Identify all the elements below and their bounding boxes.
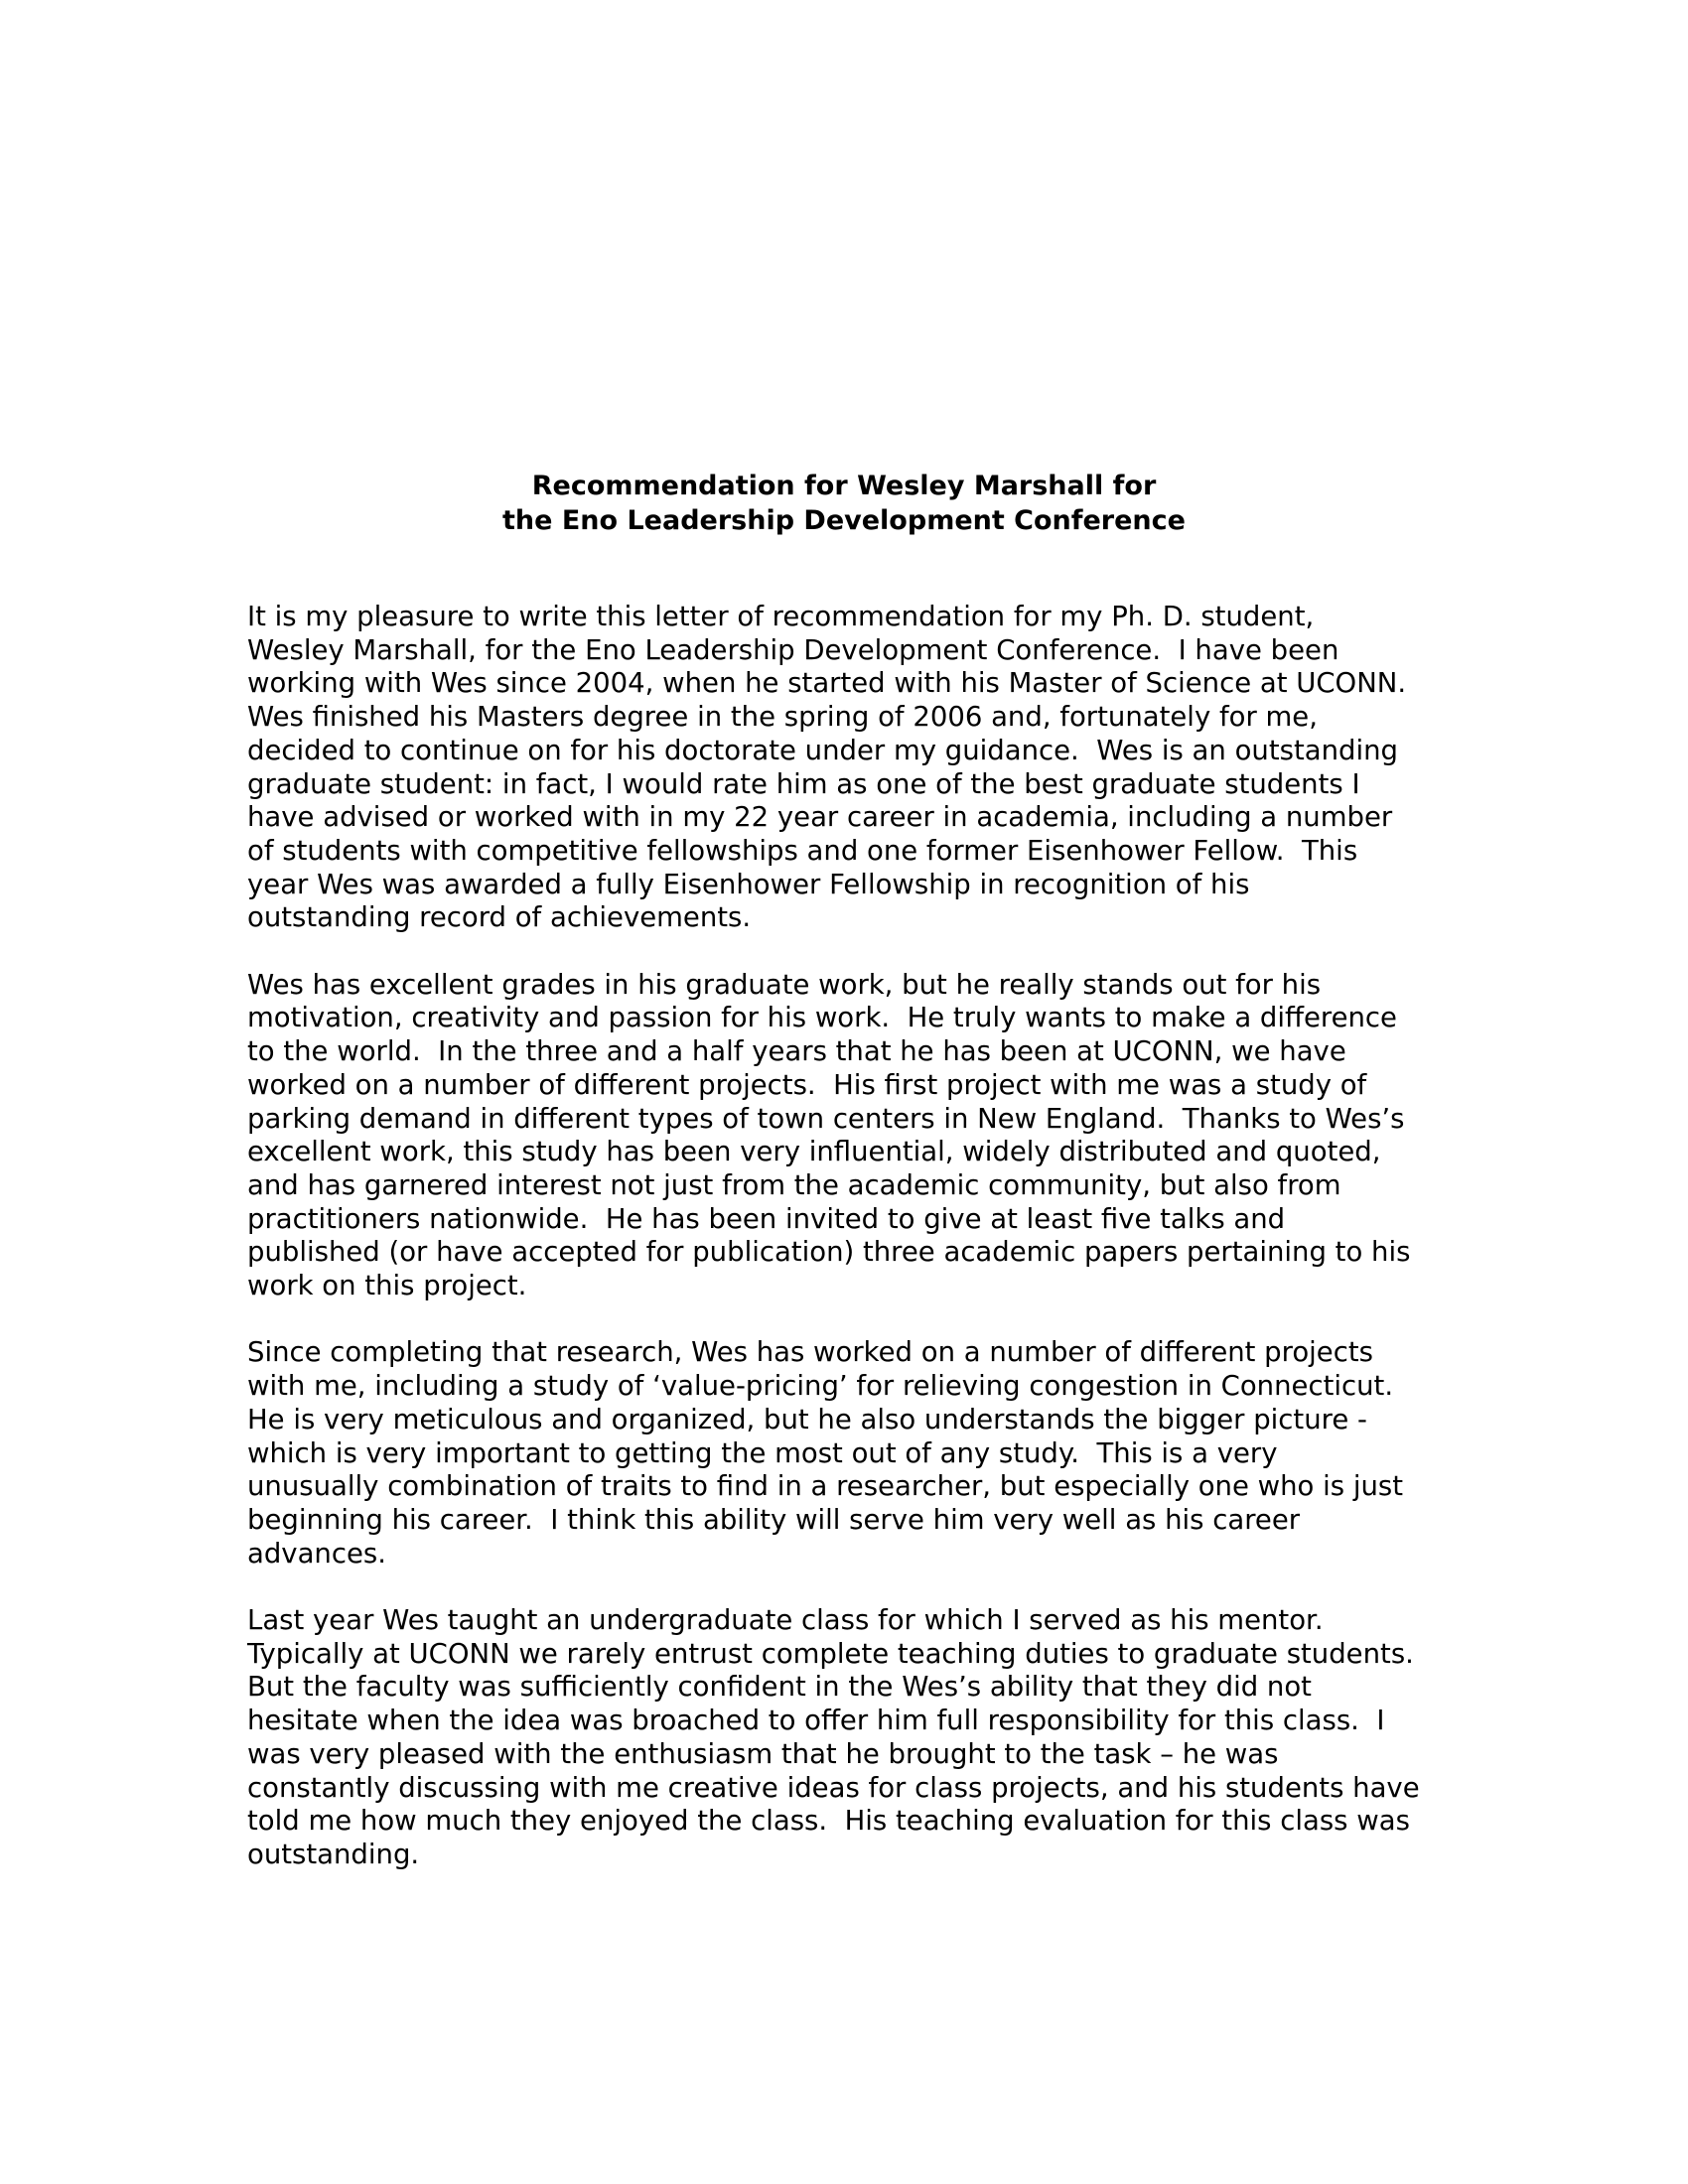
text-line: Typically at UCONN we rarely entrust complete teaching duties to graduate students.	[247, 1637, 1414, 1670]
text-line: and has garnered interest not just from the academic community, but also from	[247, 1168, 1341, 1201]
text-line: to the world. In the three and a half years that he has been at UCONN, we have	[247, 1035, 1346, 1068]
text-line: practitioners nationwide. He has been invited to give at least five talks and	[247, 1202, 1286, 1235]
text-line: with me, including a study of ‘value-pricing’ for relieving congestion in Connecticut.	[247, 1370, 1394, 1403]
text-line: told me how much they enjoyed the class. His teaching evaluation for this class was	[247, 1805, 1410, 1838]
text-line: advances.	[247, 1537, 386, 1570]
text-line: work on this project.	[247, 1270, 527, 1302]
text-line: outstanding.	[247, 1838, 420, 1870]
text-line: decided to continue on for his doctorate under my guidance. Wes is an outstanding	[247, 734, 1398, 766]
text-line: which is very important to getting the most out of any study. This is a very	[247, 1436, 1278, 1469]
text-line: graduate student: in fact, I would rate him as one of the best graduate students I	[247, 767, 1360, 800]
text-line: year Wes was awarded a fully Eisenhower Fellowship in recognition of his	[247, 868, 1250, 900]
title-line: Recommendation for Wesley Marshall for	[531, 471, 1157, 501]
paragraph	[247, 601, 1449, 935]
letter-title	[0, 469, 1688, 538]
text-line: of students with competitive fellowships and one former Eisenhower Fellow. This	[247, 834, 1358, 867]
text-line: Wes finished his Masters degree in the spring of 2006 and, fortunately for me,	[247, 701, 1318, 734]
text-line: constantly discussing with me creative ideas for class projects, and his students have	[247, 1771, 1420, 1804]
title-line: the Eno Leadership Development Conference	[502, 505, 1186, 536]
text-line: was very pleased with the enthusiasm that he brought to the task – he was	[247, 1737, 1279, 1770]
paragraph	[247, 1336, 1449, 1570]
text-line: worked on a number of different projects. His first project with me was a study of	[247, 1068, 1367, 1101]
text-line: parking demand in different types of town centers in New England. Thanks to Wes’s	[247, 1102, 1405, 1135]
paragraph	[247, 1604, 1449, 1872]
text-line: Wesley Marshall, for the Eno Leadership Development Conference. I have been	[247, 633, 1339, 666]
text-line: unusually combination of traits to find in a researcher, but especially one who is just	[247, 1470, 1404, 1503]
text-line: He is very meticulous and organized, but he also understands the bigger picture -	[247, 1403, 1367, 1435]
text-line: But the faculty was sufficiently confident in the Wes’s ability that they did not	[247, 1671, 1312, 1704]
text-line: excellent work, this study has been very influential, widely distributed and quoted,	[247, 1136, 1381, 1168]
text-line: It is my pleasure to write this letter of recommendation for my Ph. D. student,	[247, 601, 1315, 632]
text-line: beginning his career. I think this ability will serve him very well as his career	[247, 1503, 1301, 1536]
text-line: Wes has excellent grades in his graduate work, but he really stands out for his	[247, 968, 1322, 1001]
text-line: outstanding record of achievements.	[247, 901, 752, 934]
text-line: have advised or worked with in my 22 year career in academia, including a number	[247, 801, 1393, 834]
text-line: Last year Wes taught an undergraduate class for which I served as his mentor.	[247, 1604, 1324, 1637]
text-line: published (or have accepted for publication) three academic papers pertaining to his	[247, 1236, 1411, 1269]
text-line: motivation, creativity and passion for his work. He truly wants to make a difference	[247, 1002, 1397, 1034]
text-line: Since completing that research, Wes has worked on a number of different projects	[247, 1336, 1373, 1369]
letter-body	[247, 601, 1449, 1905]
paragraph	[247, 969, 1449, 1303]
text-line: working with Wes since 2004, when he started with his Master of Science at UCONN.	[247, 667, 1407, 700]
text-line: hesitate when the idea was broached to offer him full responsibility for this class. I	[247, 1705, 1385, 1737]
